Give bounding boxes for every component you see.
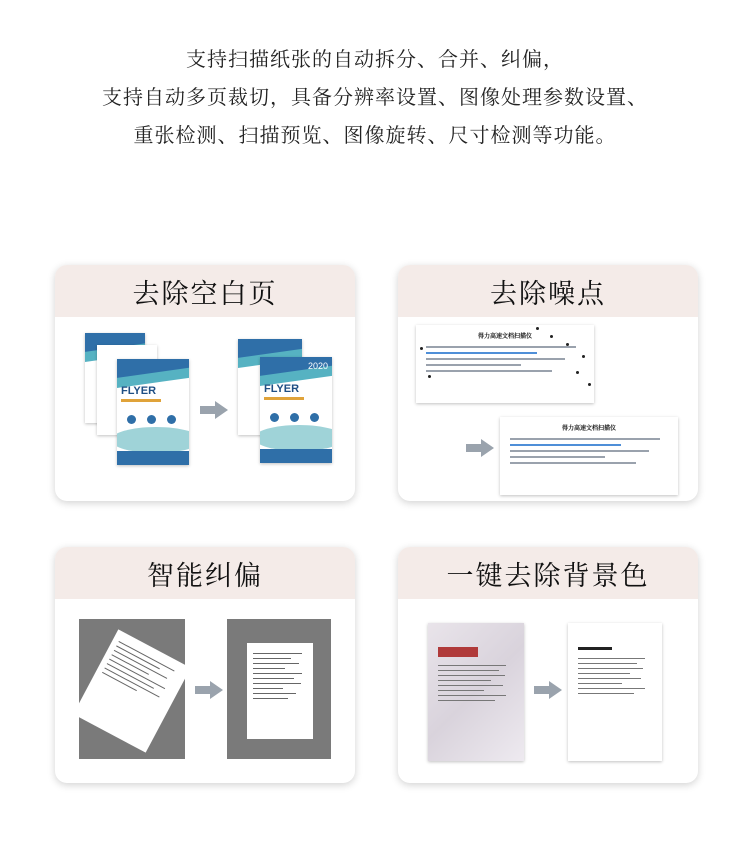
arrow-right-icon xyxy=(195,681,223,699)
intro-text xyxy=(0,40,750,154)
card-title: 去除噪点 xyxy=(398,265,698,317)
clean-document xyxy=(500,417,678,495)
intro-line-3: 重张检测、扫描预览、图像旋转、尺寸检测等功能。 xyxy=(133,123,617,147)
arrow-right-icon xyxy=(466,439,494,457)
card-smart-deskew xyxy=(55,547,355,783)
card-illustration xyxy=(55,599,355,783)
flyer-title: FLYER xyxy=(264,383,300,395)
card-illustration xyxy=(398,317,698,501)
flyer-year: 2020 xyxy=(307,361,328,371)
intro-line-2: 支持自动多页裁切，具备分辨率设置、图像处理参数设置、 xyxy=(102,85,648,109)
colored-background-page xyxy=(428,623,524,761)
deskewed-scan-background xyxy=(227,619,331,759)
intro-line-1: 支持扫描纸张的自动拆分、合并、纠偏， xyxy=(186,47,564,71)
card-title: 一键去除背景色 xyxy=(398,547,698,599)
arrow-right-icon xyxy=(534,681,562,699)
card-title: 智能纠偏 xyxy=(55,547,355,599)
skewed-page xyxy=(73,629,190,752)
noisy-document xyxy=(416,325,594,403)
card-title: 去除空白页 xyxy=(55,265,355,317)
flyer-title: FLYER xyxy=(121,385,157,397)
flyer-page-front xyxy=(117,359,189,465)
arrow-right-icon xyxy=(200,401,228,419)
document-title: 得力高速文档扫描仪 xyxy=(477,333,532,340)
card-illustration xyxy=(398,599,698,783)
skewed-scan-background xyxy=(79,619,185,759)
straightened-page xyxy=(247,643,313,739)
flyer-page-result-front xyxy=(260,357,332,463)
card-illustration xyxy=(55,317,355,501)
document-title: 得力高速文档扫描仪 xyxy=(561,425,616,432)
card-remove-background-color xyxy=(398,547,698,783)
card-remove-noise xyxy=(398,265,698,501)
card-remove-blank-page xyxy=(55,265,355,501)
clean-white-page xyxy=(568,623,662,761)
